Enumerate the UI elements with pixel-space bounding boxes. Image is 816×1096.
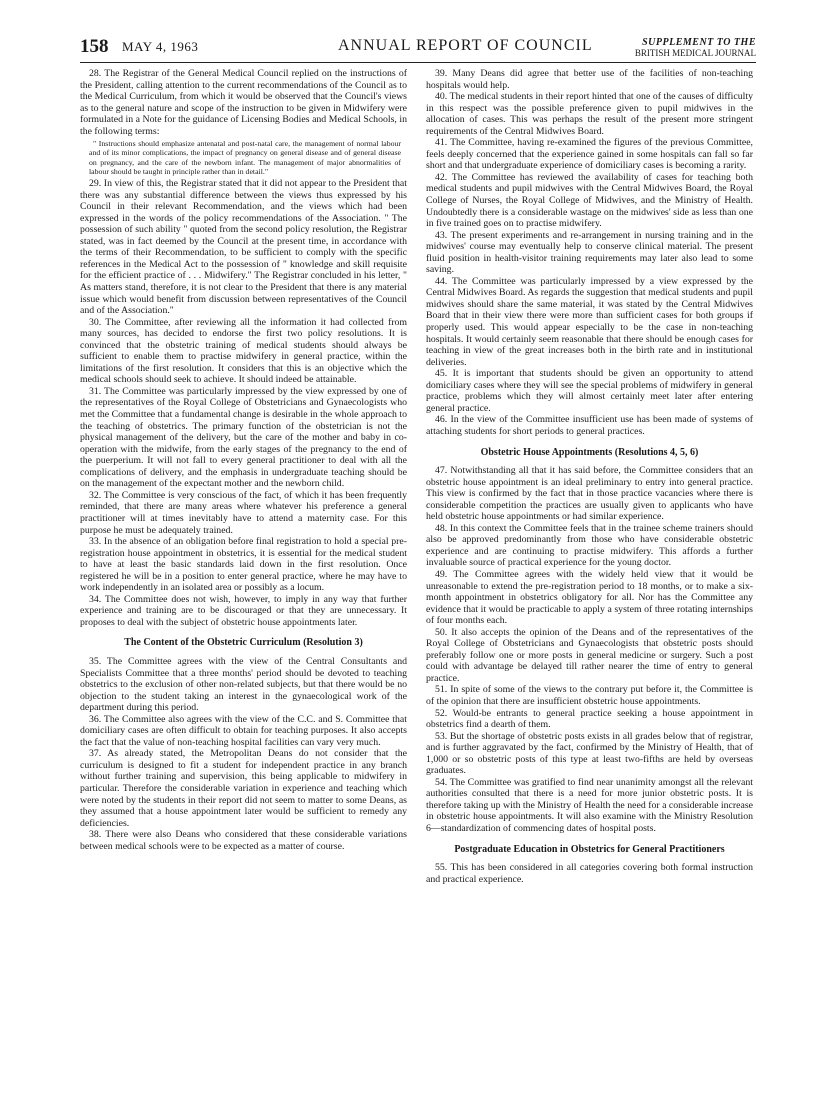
paragraph-43: 43. The present experiments and re-arrangement in nursing training and in the midwives' course may eventually help to conserve clinical material. The present fluid position in health-visitor training requirements may later also lead to some saving. xyxy=(426,229,753,276)
paragraph-33: 33. In the absence of an obligation before final registration to hold a special pre-registration house appointment in obstetrics, it is essential for the medical student to have at least the basic standards laid down in the first resolution. Once registered he will be in a position to enter general practice, where he may have to work independently in an isolated area or possibly as a locum. xyxy=(80,536,407,594)
paragraph-32: 32. The Committee is very conscious of the fact, of which it has been frequently reminded, that there are many areas where whatever his preference a general practitioner will at times inevitably have to attend a maternity case. For this purpose he must be adequately trained. xyxy=(80,489,407,536)
paragraph-55: 55. This has been considered in all categories covering both formal instruction and practical experience. xyxy=(426,862,753,885)
issue-date: MAY 4, 1963 xyxy=(122,39,199,54)
paragraph-38: 38. There were also Deans who considered that these considerable variations between medical schools were to be expected as a matter of course. xyxy=(80,829,407,852)
paragraph-46: 46. In the view of the Committee insufficient use has been made of systems of attaching students for short periods to general practices. xyxy=(426,414,753,437)
paragraph-53: 53. But the shortage of obstetric posts exists in all grades below that of registrar, and is further aggravated by the fact, confirmed by the Ministry of Health, that of 1,000 or so obstetric posts of this type at least two-fifths are held by overseas graduates. xyxy=(426,730,753,777)
supplement-line: SUPPLEMENT TO THE xyxy=(642,37,756,48)
paragraph-48: 48. In this context the Committee feels that in the trainee scheme trainers should also be approved predominantly from those who have considerable obstetric experience and are continuing to practise midwifery. This affords a further invaluable source of practical experience for the young doctor. xyxy=(426,522,753,569)
paragraph-31: 31. The Committee was particularly impressed by the view expressed by one of the representatives of the Royal College of Obstetricians and Gynaecologists who met the Committee that a fundamental change is desirable in the whole approach to the teaching of obstetrics. The primary function of the obstetrician is not the physical management of the delivery, but the care of the mother and baby in co-operation with the midwife, from the early stages of the pregnancy to the end of the puerperium. It will not fall to every general practitioner to deal with all the complications of delivery, and the emphasis in undergraduate teaching should be on the management of the expectant mother and the newborn child. xyxy=(80,385,407,490)
paragraph-50: 50. It also accepts the opinion of the Deans and of the representatives of the Royal College of Obstetricians and Gynaecologists that obstetric posts should preferably follow one or more posts in general medicine or surgery. Such a post could with advantage be delayed till rather nearer the time of entry to general practice. xyxy=(426,626,753,684)
paragraph-40: 40. The medical students in their report hinted that one of the causes of difficulty in this respect was the possible preference given to pupil midwives in the allocation of cases. This was perhaps the result of the present more stringent requirements of the Central Midwives Board. xyxy=(426,91,753,137)
paragraph-30: 30. The Committee, after reviewing all the information it had collected from many sources, has decided to endorse the first two policy resolutions. It is convinced that the obstetric training of medical students should always be sufficient to enable them to practise midwifery in general practice, within the limitations of the first resolution. It considers that this is an objective which the medical schools should seek to achieve. It should indeed be attainable. xyxy=(80,316,407,386)
paragraph-54: 54. The Committee was gratified to find near unanimity amongst all the relevant authorities consulted that there is a need for more junior obstetric posts. It is therefore taking up with the Ministry of Health the need for a considerable increase in obstetric house appointments. It will also examine with the Ministry Resolution 6—standardization of commencing dates of hospital posts. xyxy=(426,776,753,834)
block-quote: " Instructions should emphasize antenatal and post-natal care, the management of normal labour and of its minor complications, the impact of pregnancy on general disease and of general disease on pregnancy, and the care of the newborn infant. The management of major abnormalities of labour should be taught in principle rather than in detail." xyxy=(89,139,401,176)
section-heading-postgraduate: Postgraduate Education in Obstetrics for General Practitioners xyxy=(454,843,725,855)
journal-supplement-label xyxy=(616,38,756,58)
page-header xyxy=(80,36,756,63)
paragraph-41: 41. The Committee, having re-examined the figures of the previous Committee, feels deeply concerned that the experience gained in some hospitals can fall so far short and that undergraduate experience of domiciliary cases is becoming a rarity. xyxy=(426,137,753,172)
paragraph-35: 35. The Committee agrees with the view of the Central Consultants and Specialists Committee that a three months' period should be devoted to teaching obstetrics to the exclusion of other non-related subjects, but that there would be no objection to the student taking an interest in the gynaecological work of the department during this period. xyxy=(80,655,407,714)
paragraph-29: 29. In view of this, the Registrar stated that it did not appear to the President that there was any substantial difference between the views thus expressed by his Council in their relevant Recommendation, and the views which had been expressed in the words of the policy recommendations of the Association. " The possession of such ability " quoted from the second policy resolution, the Registrar stated, was in fact deemed by the Council at the present time, in accordance with the terms of their Recommendation, to be sufficient to comply with the specific references in the Medical Act to the possession of " knowledge and skill requisite for the efficient practice of . . . Midwifery." The Registrar concluded in his letter, " As matters stand, therefore, it is not clear to the President that there is any material issue which would benefit from discussion between representatives of the Council and of the Association." xyxy=(80,178,407,317)
left-column xyxy=(80,68,407,852)
paragraph-39: 39. Many Deans did agree that better use of the facilities of non-teaching hospitals would help. xyxy=(426,68,753,91)
section-heading-curriculum: The Content of the Obstetric Curriculum (Resolution 3) xyxy=(124,637,363,649)
paragraph-36: 36. The Committee also agrees with the view of the C.C. and S. Committee that domiciliary cases are often difficult to obtain for teaching purposes. It also accepts the fact that the value of non-teaching hospital facilities can vary very much. xyxy=(80,713,407,748)
page-number: 158 xyxy=(80,36,109,57)
section-heading-house-appointments: Obstetric House Appointments (Resolutions 4, 5, 6) xyxy=(480,446,699,458)
paragraph-49: 49. The Committee agrees with the widely held view that it would be unreasonable to extend the pre-registration period to 18 months, or to make a six-month appointment in obstetrics obligatory for all. Nor has the Committee any evidence that it would be practicable to apply a system of three rotating internships of four months each. xyxy=(426,568,753,627)
paragraph-51: 51. In spite of some of the views to the contrary put before it, the Committee is of the opinion that there are insufficient obstetric house appointments. xyxy=(426,684,753,707)
paragraph-34: 34. The Committee does not wish, however, to imply in any way that further experience and training are to be discouraged or that they are unnecessary. It proposes to deal with the subject of obstetric house appointments later. xyxy=(80,593,407,628)
paragraph-37: 37. As already stated, the Metropolitan Deans do not consider that the curriculum is designed to fit a student for independent practice in any branch without further training and supervision, this being applicable to midwifery in particular. Therefore the considerable variation in experience and teaching which were noted by the students in their report did not seem to matter to some Deans, as they assumed that a house appointment later would be sufficient to remedy any deficiencies. xyxy=(80,748,407,829)
paragraph-42: 42. The Committee has reviewed the availability of cases for teaching both medical students and pupil midwives with the Central Midwives Board, the Royal College of Nurses, the Royal College of Midwives, and the Ministry of Health. Undoubtedly there is a considerable wastage on the midwives' side as less than one in five trained goes on to practise midwifery. xyxy=(426,171,753,230)
journal-name: BRITISH MEDICAL JOURNAL xyxy=(634,48,756,58)
running-title: ANNUAL REPORT OF COUNCIL xyxy=(338,37,593,54)
paragraph-44: 44. The Committee was particularly impressed by a view expressed by the Central Midwives Board. As regards the suggestion that medical students and pupil midwives should share the same material, it was stated by the Central Midwives Board that in their view there were more than sufficient cases for both groups if properly used. This would appear especially to be the case in non-teaching hospitals. It would certainly seem reasonable that there should be enough cases for teaching in view of the great increases both in the birth rate and in institutional deliveries. xyxy=(426,275,753,368)
paragraph-28: 28. The Registrar of the General Medical Council replied on the instructions of the President, calling attention to the current recommendations of the Council as to the Medical Curriculum, from which it would be observed that the Council's views as to the general nature and scope of the instruction to be given in Midwifery were formulated in a Note for the guidance of Licensing Bodies and Medical Schools, in the following terms: xyxy=(80,68,407,137)
paragraph-45: 45. It is important that students should be given an opportunity to attend domiciliary cases where they will see the special problems of midwifery in general practice, problems which they will almost certainly meet later after entering general practice. xyxy=(426,368,753,414)
paragraph-52: 52. Would-be entrants to general practice seeking a house appointment in obstetrics find a dearth of them. xyxy=(426,707,753,731)
right-column xyxy=(426,68,753,885)
paragraph-47: 47. Notwithstanding all that it has said before, the Committee considers that an obstetric house appointment is an ideal preliminary to entry into general practice. This view is confirmed by the fact that in those practice vacancies where there is considerable competition the practices are usually given to applicants who have held obstetric house appointments or had similar experience. xyxy=(426,465,753,523)
